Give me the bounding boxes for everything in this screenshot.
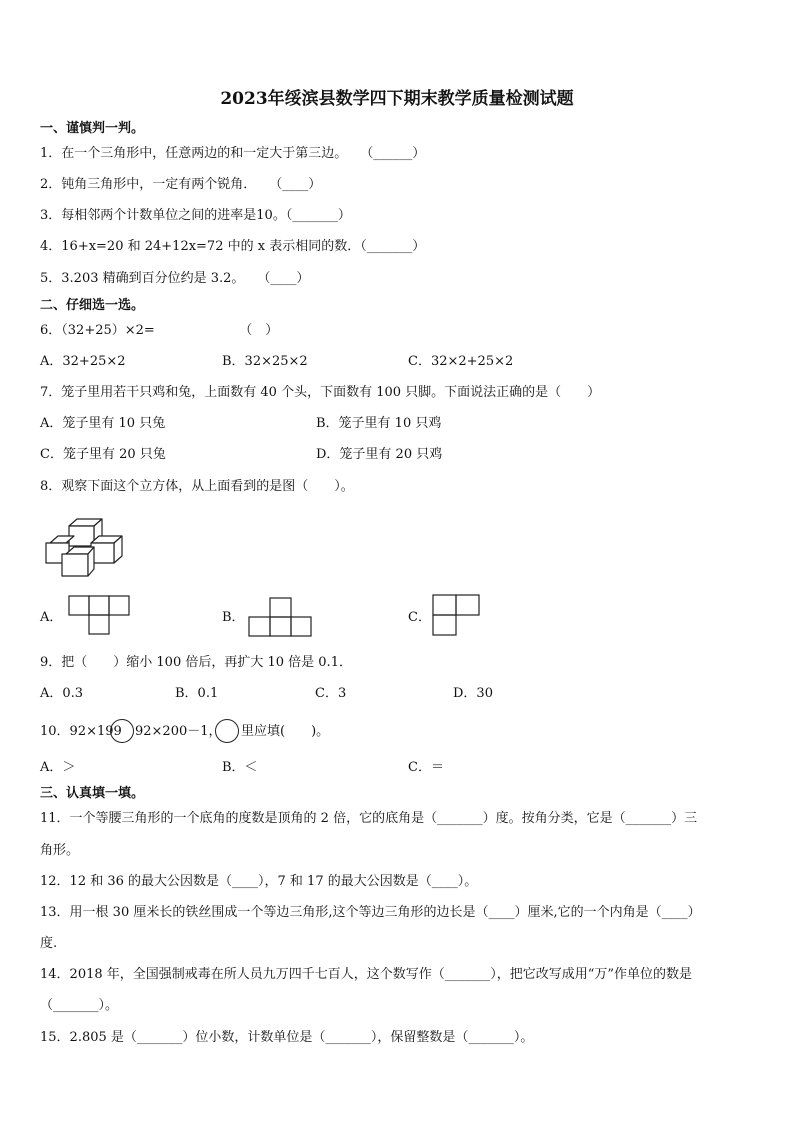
question-7: 7．笼子里用若干只鸡和兔，上面数有 40 个头，下面数有 100 只脚。下面说法正确的是（ ）	[40, 385, 601, 400]
section-heading-fill: 三、认真填一填。	[40, 786, 145, 801]
option-c-grid-figure	[432, 594, 482, 636]
section-heading-judge: 一、谨慎判一判。	[40, 121, 145, 136]
question-6: 6．（32+25）×2= （ ）	[40, 323, 279, 338]
cube-stack-figure	[44, 518, 124, 582]
option-a-grid-figure	[68, 595, 130, 635]
question-6-option-a: A．32+25×2	[40, 354, 126, 369]
question-10-part-1: 10．92×199	[40, 724, 122, 739]
question-7-option-c: C．笼子里有 20 只兔	[40, 447, 166, 462]
question-8-option-c-label: C．	[408, 610, 431, 625]
question-3: 3．每相邻两个计数单位之间的进率是10。（_______）	[40, 208, 351, 223]
question-15: 15．2.805 是（_______）位小数，计数单位是（_______），保留整数是（_______）。	[40, 1030, 534, 1045]
question-10-option-a: A．＞	[40, 760, 76, 775]
question-7-option-b: B．笼子里有 10 只鸡	[316, 416, 442, 431]
question-6-option-c: C．32×2+25×2	[408, 354, 514, 369]
question-11-line-2: 角形。	[40, 843, 80, 858]
question-9-option-d: D．30	[453, 686, 493, 701]
question-8: 8．观察下面这个立方体，从上面看到的是图（ ）。	[40, 479, 354, 494]
question-10-option-c: C．＝	[408, 760, 444, 775]
option-b-grid-figure	[248, 597, 312, 637]
question-6-option-b: B．32×25×2	[222, 354, 308, 369]
question-5: 5．3.203 精确到百分位约是 3.2。 （____）	[40, 271, 310, 286]
question-13-line-1: 13．用一根 30 厘米长的铁丝围成一个等边三角形,这个等边三角形的边长是（____）厘米,它的一个内角是（____）	[40, 905, 701, 920]
question-9-option-c: C．3	[315, 686, 347, 701]
question-8-option-a-label: A．	[40, 610, 63, 625]
question-10-part-3: 里应填( )。	[241, 724, 330, 739]
question-1: 1．在一个三角形中，任意两边的和一定大于第三边。 （______）	[40, 146, 426, 161]
question-11-line-1: 11．一个等腰三角形的一个底角的度数是顶角的 2 倍，它的底角是（_______）度。按角分类，它是（_______）三	[40, 811, 698, 826]
question-12: 12．12 和 36 的最大公因数是（____），7 和 17 的最大公因数是（____）。	[40, 874, 478, 889]
question-4: 4．16+x=20 和 24+12x=72 中的 x 表示相同的数．（_______）	[40, 239, 426, 254]
question-10-option-b: B．＜	[222, 760, 258, 775]
question-9-option-b: B．0.1	[175, 686, 219, 701]
question-2: 2．钝角三角形中，一定有两个锐角． （____）	[40, 177, 322, 192]
compare-circle-2	[215, 719, 239, 743]
question-14-line-1: 14．2018 年，全国强制戒毒在所人员九万四千七百人，这个数写作（_______），把它改写成用“万”作单位的数是	[40, 967, 693, 982]
section-heading-choose: 二、仔细选一选。	[40, 298, 145, 313]
question-7-option-a: A．笼子里有 10 只兔	[40, 416, 166, 431]
question-14-line-2: （_______）。	[40, 998, 119, 1013]
question-13-line-2: 度.	[40, 936, 58, 951]
compare-circle-1	[110, 719, 134, 743]
question-8-option-b-label: B．	[222, 610, 245, 625]
page-title: 2023年绥滨县数学四下期末教学质量检测试题	[220, 89, 574, 109]
question-9: 9．把（ ）缩小 100 倍后，再扩大 10 倍是 0.1．	[40, 655, 352, 670]
question-7-option-d: D．笼子里有 20 只鸡	[316, 447, 443, 462]
question-10-part-2: 92×200－1，	[135, 724, 222, 739]
question-9-option-a: A．0.3	[40, 686, 84, 701]
